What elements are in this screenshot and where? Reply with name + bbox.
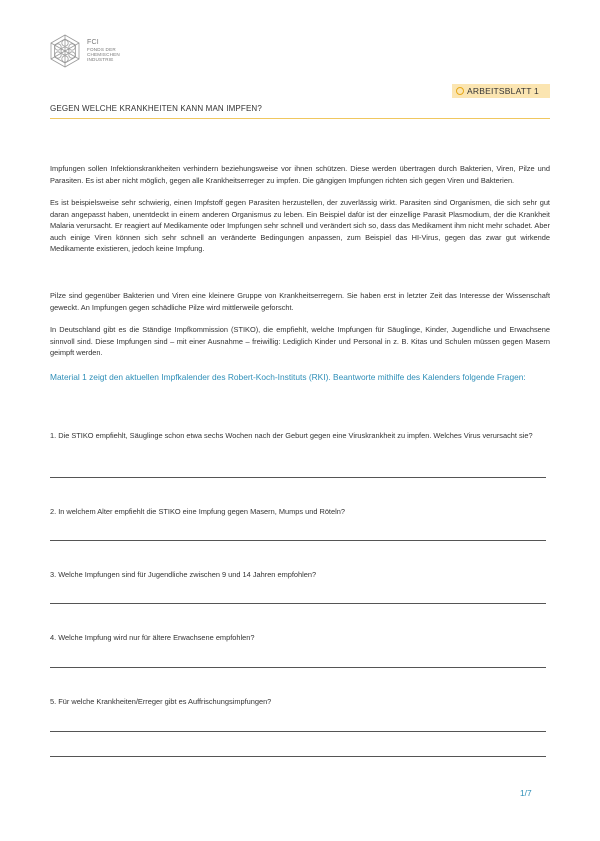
title-divider — [50, 118, 550, 119]
logo-line: CHEMISCHEN — [87, 52, 120, 58]
answer-line[interactable] — [50, 731, 546, 732]
worksheet-label-bar — [452, 84, 550, 98]
worksheet-label: ARBEITSBLATT 1 — [467, 86, 539, 96]
logo-line: INDUSTRIE — [87, 57, 114, 63]
answer-line[interactable] — [50, 756, 546, 757]
answer-line[interactable] — [50, 477, 546, 478]
material-instruction: Material 1 zeigt den aktuellen Impfkalender des Robert-Koch-Instituts (RKI). Beantworte mithilfe des Kalenders folgende Fragen: — [50, 372, 526, 382]
answer-line[interactable] — [50, 603, 546, 604]
question-2: 2. In welchem Alter empfiehlt die STIKO eine Impfung gegen Masern, Mumps und Röteln? — [50, 507, 345, 516]
fci-logo-icon — [48, 34, 82, 68]
body-paragraph: Impfungen sollen Infektionskrankheiten verhindern beziehungsweise vor ihnen schützen. Diese werden übertragen durch Bakterien, Viren, Pilze und Parasiten. Es ist aber nicht möglich, gegen alle Krankheitserreger zu impfen. Die gängigen Impfungen richten sich gegen Viren und Bakterien. — [50, 164, 550, 185]
logo-abbr: FCI — [87, 39, 99, 46]
question-5: 5. Für welche Krankheiten/Erreger gibt es Auffrischungsimpfungen? — [50, 697, 272, 706]
question-1: 1. Die STIKO empfiehlt, Säuglinge schon etwa sechs Wochen nach der Geburt gegen eine Viruskrankheit zu impfen. Welches Virus verursacht sie? — [50, 431, 533, 440]
body-paragraph: In Deutschland gibt es die Ständige Impfkommission (STIKO), die empfiehlt, welche Impfungen für Säuglinge, Kinder, Jugendliche und Erwachsene sinnvoll sind. Diese Impfungen sind – mit einer Ausnahme – freiwillig: Lediglich Kinder und Personal in z. B. Kitas und Schulen müssen gegen Masern geimpft werden. — [50, 325, 550, 358]
logo-line: FONDS DER — [87, 47, 116, 52]
page-number: 1/7 — [520, 788, 532, 798]
page-title: GEGEN WELCHE KRANKHEITEN KANN MAN IMPFEN? — [50, 104, 262, 113]
logo-text — [87, 38, 157, 63]
question-4: 4. Welche Impfung wird nur für ältere Erwachsene empfohlen? — [50, 633, 255, 642]
body-paragraph: Es ist beispielsweise sehr schwierig, einen Impfstoff gegen Parasiten herzustellen, der zuverlässig wirkt. Parasiten sind Organismen, die sich sehr gut daran angepasst haben, unentdeckt in einem anderen Organismus zu leben. Ein Beispiel dafür ist der einzellige Parasit Plasmodium, der die Krankheit Malaria verursacht. Er reagiert auf Medikamente oder Impfungen sehr schnell und verändert sich so, dass das Medikament ihm nicht mehr schadet. Aber auch einige Viren können sich sehr schnell an veränderte Bedingungen anpassen, zum Beispiel das HI-Virus, gegen das zwar gut wirkende Medikamente existieren, jedoch keine Impfung. — [50, 198, 550, 254]
ring-icon — [456, 87, 464, 95]
answer-line[interactable] — [50, 540, 546, 541]
body-paragraph: Pilze sind gegenüber Bakterien und Viren eine kleinere Gruppe von Krankheitserregern. Sie haben erst in letzter Zeit das Interesse der Wissenschaft geweckt. An Impfungen gegen schädliche Pilze wird mittlerweile geforscht. — [50, 291, 550, 312]
answer-line[interactable] — [50, 667, 546, 668]
question-3: 3. Welche Impfungen sind für Jugendliche zwischen 9 und 14 Jahren empfohlen? — [50, 570, 317, 579]
